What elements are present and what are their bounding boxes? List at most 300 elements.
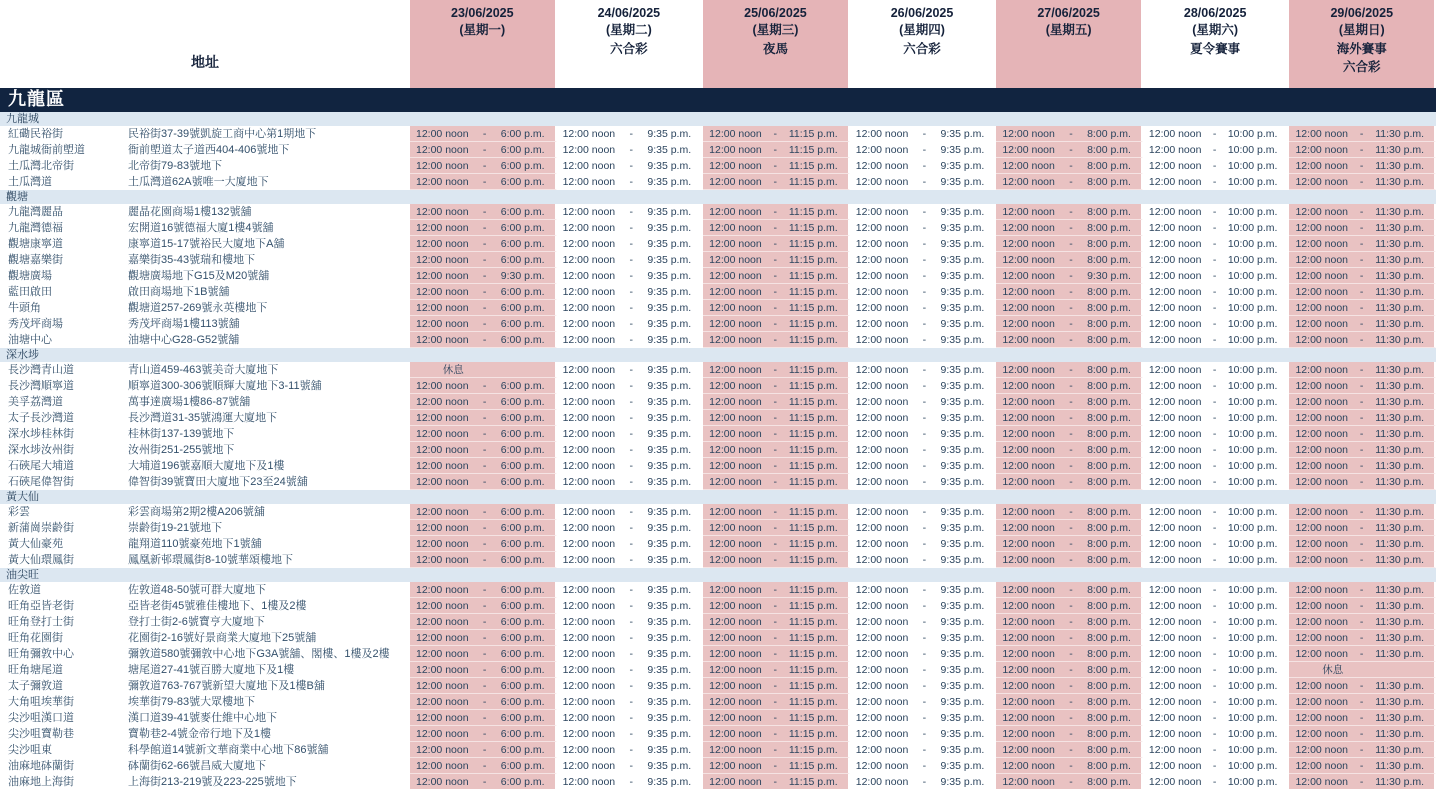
open-time: 12:00 noon xyxy=(416,253,469,266)
open-time: 12:00 noon xyxy=(416,647,469,660)
hours-cell xyxy=(557,126,704,142)
time-separator: - xyxy=(1212,583,1217,596)
close-time: 9:35 p.m. xyxy=(647,205,692,218)
table-row xyxy=(0,520,1436,536)
branch-name-cell: 尖沙咀漢口道 xyxy=(8,712,74,724)
close-time: 11:15 p.m. xyxy=(788,537,838,550)
close-time: 10:00 p.m. xyxy=(1227,395,1278,408)
time-separator: - xyxy=(1212,175,1217,188)
hours-cell xyxy=(557,614,704,630)
hours-cell xyxy=(703,378,850,394)
close-time: 8:00 p.m. xyxy=(1087,411,1131,424)
hours-cell xyxy=(996,426,1143,442)
open-time: 12:00 noon xyxy=(1002,615,1055,628)
close-time: 11:15 p.m. xyxy=(788,379,838,392)
hours-cell xyxy=(410,520,557,536)
close-time: 11:30 p.m. xyxy=(1375,459,1425,472)
time-separator: - xyxy=(629,411,633,424)
table-row xyxy=(0,220,1436,236)
close-time: 6:00 p.m. xyxy=(500,521,545,534)
address-cell: 偉智街39號寶田大廈地下23至24號舖 xyxy=(128,476,308,488)
time-separator: - xyxy=(922,775,927,788)
close-time: 9:35 p.m. xyxy=(940,333,985,346)
hours-cell xyxy=(1143,552,1290,568)
time-separator: - xyxy=(1359,647,1364,660)
open-time: 12:00 noon xyxy=(562,395,616,408)
time-separator: - xyxy=(1069,301,1073,314)
hours-cell xyxy=(410,726,557,742)
open-time: 12:00 noon xyxy=(1148,443,1202,456)
time-separator: - xyxy=(1212,521,1217,534)
time-separator: - xyxy=(1069,333,1073,346)
open-time: 12:00 noon xyxy=(709,759,762,772)
branch-name-cell: 牛頭角 xyxy=(8,302,41,314)
hours-cell xyxy=(410,362,557,378)
hours-cell xyxy=(850,504,997,520)
branch-name-cell: 大角咀埃華街 xyxy=(8,696,74,708)
time-separator: - xyxy=(773,221,778,234)
hours-cell xyxy=(996,710,1143,726)
close-time: 11:30 p.m. xyxy=(1375,159,1425,172)
hours-cell xyxy=(996,614,1143,630)
table-row xyxy=(0,268,1436,284)
time-separator: - xyxy=(482,269,487,282)
close-time: 6:00 p.m. xyxy=(500,237,545,250)
hours-cell xyxy=(1289,410,1436,426)
hours-cell xyxy=(410,236,557,252)
open-time: 12:00 noon xyxy=(1002,711,1055,724)
open-time: 12:00 noon xyxy=(855,301,909,314)
time-separator: - xyxy=(482,727,487,740)
close-time: 9:35 p.m. xyxy=(940,537,985,550)
open-time: 12:00 noon xyxy=(1148,615,1202,628)
time-separator: - xyxy=(1069,159,1073,172)
close-time: 11:15 p.m. xyxy=(788,759,838,772)
open-time: 12:00 noon xyxy=(1002,143,1055,156)
hours-cell xyxy=(1143,174,1290,190)
close-time: 11:15 p.m. xyxy=(788,427,838,440)
open-time: 12:00 noon xyxy=(1295,459,1349,472)
hours-cell xyxy=(703,678,850,694)
time-separator: - xyxy=(1069,443,1073,456)
address-cell: 花園街2-16號好景商業大廈地下25號舖 xyxy=(128,632,317,644)
hours-cell xyxy=(1289,598,1436,614)
branch-name-cell: 黃大仙豪苑 xyxy=(8,538,63,550)
close-time: 11:30 p.m. xyxy=(1375,379,1425,392)
close-time: 8:00 p.m. xyxy=(1087,743,1131,756)
time-separator: - xyxy=(629,759,633,772)
close-time: 6:00 p.m. xyxy=(500,395,545,408)
hours-cell xyxy=(557,582,704,598)
time-separator: - xyxy=(482,395,487,408)
time-separator: - xyxy=(1359,631,1364,644)
open-time: 12:00 noon xyxy=(562,333,616,346)
time-separator: - xyxy=(1359,175,1364,188)
close-time: 9:35 p.m. xyxy=(940,695,985,708)
time-separator: - xyxy=(1069,127,1073,140)
close-time: 9:30 p.m. xyxy=(500,269,545,282)
open-time: 12:00 noon xyxy=(1295,333,1349,346)
close-time: 9:35 p.m. xyxy=(647,427,692,440)
close-time: 11:30 p.m. xyxy=(1375,553,1425,566)
close-time: 8:00 p.m. xyxy=(1087,159,1131,172)
day-event-label: 六合彩 xyxy=(903,41,941,56)
close-time: 10:00 p.m. xyxy=(1227,553,1278,566)
table-row xyxy=(0,694,1436,710)
close-time: 9:35 p.m. xyxy=(647,475,692,488)
open-time: 12:00 noon xyxy=(1148,143,1202,156)
open-time: 12:00 noon xyxy=(1148,427,1202,440)
open-time: 12:00 noon xyxy=(709,459,762,472)
close-time: 11:30 p.m. xyxy=(1375,363,1425,376)
hours-cell xyxy=(557,268,704,284)
time-separator: - xyxy=(1069,253,1073,266)
open-time: 12:00 noon xyxy=(1295,301,1349,314)
hours-cell xyxy=(1289,394,1436,410)
close-time: 6:00 p.m. xyxy=(500,459,545,472)
branch-name-cell: 旺角彌敦中心 xyxy=(8,648,74,660)
branch-name-cell: 深水埗汝州街 xyxy=(8,444,74,456)
close-time: 8:00 p.m. xyxy=(1087,301,1131,314)
open-time: 12:00 noon xyxy=(709,679,762,692)
time-separator: - xyxy=(1069,411,1073,424)
time-separator: - xyxy=(773,411,778,424)
hours-cell xyxy=(703,174,850,190)
table-row xyxy=(0,726,1436,742)
hours-cell xyxy=(703,126,850,142)
day-date: 26/06/2025 xyxy=(890,6,954,20)
open-time: 12:00 noon xyxy=(1148,553,1202,566)
time-separator: - xyxy=(773,521,778,534)
open-time: 12:00 noon xyxy=(1002,205,1055,218)
open-time: 12:00 noon xyxy=(1148,253,1202,266)
close-time: 6:00 p.m. xyxy=(500,159,545,172)
time-separator: - xyxy=(1069,221,1073,234)
table-row xyxy=(0,236,1436,252)
time-separator: - xyxy=(482,615,487,628)
open-time: 12:00 noon xyxy=(1002,363,1055,376)
hours-cell xyxy=(1289,362,1436,378)
branch-name-cell: 紅磡民裕街 xyxy=(8,128,63,140)
close-time: 11:15 p.m. xyxy=(788,615,838,628)
address-cell: 土瓜灣道62A號唯一大廈地下 xyxy=(128,176,269,188)
close-time: 11:15 p.m. xyxy=(788,205,838,218)
time-separator: - xyxy=(629,379,633,392)
time-separator: - xyxy=(922,143,927,156)
close-time: 9:35 p.m. xyxy=(940,317,985,330)
open-time: 12:00 noon xyxy=(1148,711,1202,724)
hours-cell xyxy=(996,410,1143,426)
time-separator: - xyxy=(1212,443,1217,456)
close-time: 10:00 p.m. xyxy=(1227,285,1278,298)
close-time: 10:00 p.m. xyxy=(1227,333,1278,346)
close-time: 10:00 p.m. xyxy=(1227,363,1278,376)
time-separator: - xyxy=(922,475,927,488)
hours-cell xyxy=(1143,332,1290,348)
open-time: 12:00 noon xyxy=(562,743,616,756)
close-time: 10:00 p.m. xyxy=(1227,427,1278,440)
close-time: 9:35 p.m. xyxy=(940,159,985,172)
hours-cell xyxy=(703,332,850,348)
day-column-header xyxy=(996,0,1143,88)
close-time: 11:30 p.m. xyxy=(1375,679,1425,692)
time-separator: - xyxy=(773,553,778,566)
hours-cell xyxy=(557,284,704,300)
close-time: 11:15 p.m. xyxy=(788,317,838,330)
hours-cell xyxy=(996,284,1143,300)
time-separator: - xyxy=(482,333,487,346)
hours-cell xyxy=(1289,504,1436,520)
close-time: 10:00 p.m. xyxy=(1227,775,1278,788)
address-cell: 大埔道196號嘉順大廈地下及1樓 xyxy=(128,460,285,472)
address-cell: 科學館道14號新文華商業中心地下86號舖 xyxy=(128,744,329,756)
close-time: 8:00 p.m. xyxy=(1087,647,1131,660)
day-weekday: (星期一) xyxy=(459,22,506,37)
open-time: 12:00 noon xyxy=(416,285,469,298)
address-cell: 亞皆老街45號雅佳樓地下、1樓及2樓 xyxy=(128,600,307,612)
close-time: 9:35 p.m. xyxy=(647,553,692,566)
close-time: 9:35 p.m. xyxy=(940,459,985,472)
table-row xyxy=(0,710,1436,726)
open-time: 12:00 noon xyxy=(1295,743,1349,756)
time-separator: - xyxy=(922,599,927,612)
hours-cell xyxy=(410,442,557,458)
close-time: 6:00 p.m. xyxy=(500,443,545,456)
close-time: 11:30 p.m. xyxy=(1375,505,1425,518)
open-time: 12:00 noon xyxy=(855,663,909,676)
close-time: 10:00 p.m. xyxy=(1227,583,1278,596)
time-separator: - xyxy=(1359,317,1364,330)
close-time: 10:00 p.m. xyxy=(1227,663,1278,676)
hours-cell xyxy=(557,410,704,426)
hours-cell xyxy=(703,442,850,458)
time-separator: - xyxy=(922,159,927,172)
close-time: 9:35 p.m. xyxy=(647,711,692,724)
time-separator: - xyxy=(629,727,633,740)
table-row xyxy=(0,316,1436,332)
open-time: 12:00 noon xyxy=(1148,379,1202,392)
open-time: 12:00 noon xyxy=(709,395,762,408)
hours-cell xyxy=(410,710,557,726)
hours-cell xyxy=(996,774,1143,789)
open-time: 12:00 noon xyxy=(1295,317,1349,330)
hours-cell xyxy=(703,552,850,568)
open-time: 12:00 noon xyxy=(1295,599,1349,612)
time-separator: - xyxy=(773,285,778,298)
hours-cell xyxy=(1289,442,1436,458)
time-separator: - xyxy=(629,537,633,550)
time-separator: - xyxy=(1359,159,1364,172)
time-separator: - xyxy=(1212,427,1217,440)
time-separator: - xyxy=(1069,553,1073,566)
time-separator: - xyxy=(1212,663,1217,676)
time-separator: - xyxy=(1069,175,1073,188)
table-row xyxy=(0,204,1436,220)
open-time: 12:00 noon xyxy=(1295,631,1349,644)
time-separator: - xyxy=(1359,759,1364,772)
time-separator: - xyxy=(773,159,778,172)
time-separator: - xyxy=(482,285,487,298)
hours-cell xyxy=(557,630,704,646)
close-time: 10:00 p.m. xyxy=(1227,301,1278,314)
hours-cell xyxy=(850,378,997,394)
open-time: 12:00 noon xyxy=(1295,475,1349,488)
hours-cell xyxy=(996,742,1143,758)
time-separator: - xyxy=(1212,475,1217,488)
time-separator: - xyxy=(922,647,927,660)
open-time: 12:00 noon xyxy=(855,537,909,550)
close-time: 6:00 p.m. xyxy=(500,727,545,740)
close-time: 10:00 p.m. xyxy=(1227,599,1278,612)
time-separator: - xyxy=(1359,395,1364,408)
open-time: 12:00 noon xyxy=(855,253,909,266)
hours-cell xyxy=(1289,174,1436,190)
address-cell: 崇齡街19-21號地下 xyxy=(128,522,223,534)
time-separator: - xyxy=(1212,775,1217,788)
time-separator: - xyxy=(482,411,487,424)
time-separator: - xyxy=(482,553,487,566)
close-time: 11:30 p.m. xyxy=(1375,521,1425,534)
close-time: 9:35 p.m. xyxy=(647,285,692,298)
time-separator: - xyxy=(1212,363,1217,376)
close-time: 8:00 p.m. xyxy=(1087,759,1131,772)
hours-cell xyxy=(703,520,850,536)
close-time: 10:00 p.m. xyxy=(1227,205,1278,218)
day-column-header xyxy=(1289,0,1436,88)
open-time: 12:00 noon xyxy=(1148,647,1202,660)
time-separator: - xyxy=(922,427,927,440)
open-time: 12:00 noon xyxy=(709,237,762,250)
hours-cell xyxy=(850,582,997,598)
time-separator: - xyxy=(629,237,633,250)
hours-cell xyxy=(1289,300,1436,316)
address-cell: 埃華街79-83號大眾樓地下 xyxy=(128,696,256,708)
day-weekday: (星期四) xyxy=(899,22,945,37)
hours-cell xyxy=(410,300,557,316)
table-row xyxy=(0,536,1436,552)
open-time: 12:00 noon xyxy=(562,269,616,282)
time-separator: - xyxy=(1212,505,1217,518)
open-time: 12:00 noon xyxy=(1295,759,1349,772)
open-time: 12:00 noon xyxy=(1148,759,1202,772)
hours-cell xyxy=(1143,726,1290,742)
table-row xyxy=(0,174,1436,190)
time-separator: - xyxy=(1212,221,1217,234)
open-time: 12:00 noon xyxy=(709,253,762,266)
time-separator: - xyxy=(1069,647,1073,660)
open-time: 12:00 noon xyxy=(855,127,909,140)
time-separator: - xyxy=(1359,285,1364,298)
hours-cell xyxy=(1143,426,1290,442)
close-time: 9:35 p.m. xyxy=(647,221,692,234)
open-time: 12:00 noon xyxy=(709,379,762,392)
open-time: 12:00 noon xyxy=(416,505,469,518)
close-time: 11:30 p.m. xyxy=(1375,475,1425,488)
open-time: 12:00 noon xyxy=(1295,379,1349,392)
open-time: 12:00 noon xyxy=(709,269,762,282)
hours-cell xyxy=(1289,474,1436,490)
hours-cell xyxy=(850,598,997,614)
open-time: 12:00 noon xyxy=(709,127,762,140)
branch-name-cell: 土瓜灣北帝街 xyxy=(8,160,74,172)
close-time: 8:00 p.m. xyxy=(1087,363,1131,376)
hours-cell xyxy=(557,236,704,252)
close-time: 10:00 p.m. xyxy=(1227,221,1278,234)
open-time: 12:00 noon xyxy=(1002,285,1055,298)
close-time: 6:00 p.m. xyxy=(500,743,545,756)
close-time: 9:35 p.m. xyxy=(940,411,985,424)
hours-cell xyxy=(1143,362,1290,378)
hours-cell xyxy=(557,252,704,268)
open-time: 12:00 noon xyxy=(416,427,469,440)
open-time: 12:00 noon xyxy=(1295,679,1349,692)
time-separator: - xyxy=(629,521,633,534)
hours-cell xyxy=(703,158,850,174)
time-separator: - xyxy=(1359,521,1364,534)
table-row xyxy=(0,300,1436,316)
hours-cell xyxy=(557,458,704,474)
time-separator: - xyxy=(629,679,633,692)
time-separator: - xyxy=(1359,221,1364,234)
hours-cell xyxy=(996,236,1143,252)
open-time: 12:00 noon xyxy=(709,159,762,172)
hours-cell xyxy=(557,142,704,158)
hours-cell xyxy=(996,442,1143,458)
close-time: 9:35 p.m. xyxy=(647,459,692,472)
open-time: 12:00 noon xyxy=(1295,775,1349,788)
close-time: 11:30 p.m. xyxy=(1375,411,1425,424)
open-time: 12:00 noon xyxy=(1148,127,1202,140)
hours-cell xyxy=(996,126,1143,142)
open-time: 12:00 noon xyxy=(1002,301,1055,314)
time-separator: - xyxy=(922,237,927,250)
hours-cell xyxy=(850,536,997,552)
time-separator: - xyxy=(1069,143,1073,156)
time-separator: - xyxy=(629,363,633,376)
time-separator: - xyxy=(773,695,778,708)
open-time: 12:00 noon xyxy=(855,285,909,298)
hours-cell xyxy=(850,204,997,220)
table-row xyxy=(0,378,1436,394)
hours-cell xyxy=(410,332,557,348)
close-time: 9:35 p.m. xyxy=(940,679,985,692)
open-time: 12:00 noon xyxy=(416,537,469,550)
time-separator: - xyxy=(773,759,778,772)
close-time: 8:00 p.m. xyxy=(1087,537,1131,550)
time-separator: - xyxy=(1069,427,1073,440)
time-separator: - xyxy=(922,333,927,346)
time-separator: - xyxy=(482,647,487,660)
time-separator: - xyxy=(629,143,633,156)
hours-cell xyxy=(410,598,557,614)
time-separator: - xyxy=(482,301,487,314)
branch-name-cell: 彩雲 xyxy=(8,506,30,518)
close-time: 9:35 p.m. xyxy=(940,427,985,440)
open-time: 12:00 noon xyxy=(1295,411,1349,424)
table-row xyxy=(0,126,1436,142)
time-separator: - xyxy=(1359,253,1364,266)
close-time: 9:35 p.m. xyxy=(647,443,692,456)
address-cell: 彌敦道763-767號新望大廈地下及1樓B舖 xyxy=(128,680,325,692)
hours-cell xyxy=(410,774,557,789)
address-cell: 啟田商場地下1B號舖 xyxy=(128,286,230,298)
close-time: 10:00 p.m. xyxy=(1227,743,1278,756)
open-time: 12:00 noon xyxy=(855,727,909,740)
close-time: 8:00 p.m. xyxy=(1087,459,1131,472)
closed-label: 休息 xyxy=(1322,664,1344,676)
close-time: 8:00 p.m. xyxy=(1087,333,1131,346)
open-time: 12:00 noon xyxy=(709,599,762,612)
